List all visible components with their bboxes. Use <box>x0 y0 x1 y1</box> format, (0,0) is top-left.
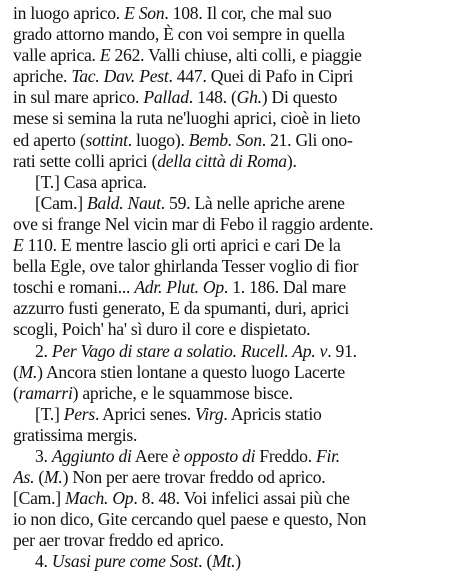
text-segment: bella Egle, ove talor ghirlanda Tesser voglio di fior <box>13 256 359 277</box>
text-segment: [T.] Casa aprica. <box>35 171 147 192</box>
text-segment: scogli, Poich' ha' sì duro il core e dispietato. <box>13 319 311 340</box>
text-segment: 262. Valli chiuse, alti colli, e piaggie <box>110 45 362 66</box>
text-segment: [Cam.] <box>35 192 87 213</box>
text-segment: ) Non per aere trovar freddo od aprico. <box>62 467 326 488</box>
text-segment: per aer trovar freddo ed aprico. <box>13 530 224 551</box>
italic-text: As. <box>13 467 35 488</box>
text-line <box>13 24 465 45</box>
text-segment: . 1. 186. Dal mare <box>223 277 346 298</box>
text-segment: . 21. Gli ono- <box>261 129 353 150</box>
text-line <box>13 341 465 362</box>
italic-text: ramarri <box>18 382 73 403</box>
text-line <box>13 108 465 129</box>
text-segment: ). <box>286 150 297 171</box>
text-segment: . 91. <box>327 340 357 361</box>
text-line <box>13 172 465 193</box>
italic-text: Gh. <box>236 87 262 108</box>
text-segment: rati sette colli aprici ( <box>13 150 158 171</box>
italic-text: Pers <box>63 403 95 424</box>
text-segment: . Aprici senes. <box>94 403 196 424</box>
text-line <box>13 45 465 66</box>
italic-text: Usasi pure come Sost <box>51 551 199 572</box>
italic-text: E <box>99 45 111 66</box>
text-segment: Aere <box>131 445 173 466</box>
text-segment: . 108. Il cor, che mal suo <box>164 3 332 23</box>
text-segment: ) Ancora stien lontane a questo luogo Lacerte <box>37 361 345 382</box>
text-segment: apriche. <box>13 66 72 87</box>
text-segment: valle aprica. <box>13 45 100 66</box>
text-line <box>13 87 465 108</box>
text-line <box>13 319 465 340</box>
italic-text: Adr. Plut. Op <box>134 277 224 298</box>
text-line <box>13 383 465 404</box>
text-segment: mese si semina la ruta ne'luoghi aprici, cioè in lieto <box>13 108 361 129</box>
italic-text: Aggiunto di <box>51 445 132 466</box>
italic-text: è opposto di <box>172 445 256 466</box>
text-segment: gratissima mergis. <box>13 424 138 445</box>
italic-text: Bemb. Son <box>188 129 262 150</box>
text-line <box>13 530 465 551</box>
text-segment: ( <box>34 467 45 488</box>
text-line <box>13 3 465 24</box>
italic-text: M. <box>44 467 63 488</box>
italic-text: M. <box>18 361 38 382</box>
italic-text: Mach. Op <box>65 488 134 509</box>
text-segment: in luogo aprico. <box>13 3 125 23</box>
italic-text: E Son <box>124 3 165 23</box>
italic-text: Pallad <box>143 87 189 108</box>
text-segment: ed aperto ( <box>13 129 86 150</box>
text-line <box>13 214 465 235</box>
italic-text: Per Vago di stare a solatio. Rucell. Ap. v <box>51 340 328 361</box>
text-line <box>13 193 465 214</box>
italic-text: Mt. <box>212 551 236 572</box>
text-segment: Freddo. <box>255 445 317 466</box>
text-segment: ove si frange Nel vicin mar di Febo il raggio ardente. <box>13 213 374 234</box>
text-line <box>13 256 465 277</box>
text-segment: [Cam.] <box>13 488 65 509</box>
text-segment: . luogo). <box>127 129 189 150</box>
text-line <box>13 404 465 425</box>
italic-text: Tac. Dav. Pest <box>71 66 169 87</box>
text-segment: io non dico, Gite cercando quel paese e questo, Non <box>13 509 367 530</box>
text-line <box>13 66 465 87</box>
text-segment: 2. <box>35 340 52 361</box>
text-segment: 3. <box>35 445 52 466</box>
text-line <box>13 151 465 172</box>
text-segment: . 8. 48. Voi infelici assai più che <box>133 488 350 509</box>
text-line <box>13 298 465 319</box>
text-segment: ) apriche, e le squammose bisce. <box>72 382 293 403</box>
italic-text: Fir. <box>316 445 340 466</box>
text-line <box>13 362 465 383</box>
text-line <box>13 551 465 572</box>
text-segment: . Apricis statio <box>223 403 322 424</box>
text-line <box>13 130 465 151</box>
text-segment: ) Di questo <box>261 87 338 108</box>
text-segment: toschi e romani... <box>13 277 135 298</box>
text-segment: [T.] <box>35 403 64 424</box>
italic-text: della città di Roma <box>157 150 287 171</box>
text-line <box>13 467 465 488</box>
text-line <box>13 425 465 446</box>
text-line <box>13 277 465 298</box>
italic-text: E <box>13 235 24 256</box>
text-segment: ( <box>13 361 19 382</box>
text-segment: . 447. Quei di Pafo in Cipri <box>168 66 354 87</box>
text-segment: 4. <box>35 551 52 572</box>
text-segment: in sul mare aprico. <box>13 87 144 108</box>
text-segment: ) <box>235 551 241 572</box>
text-line <box>13 446 465 467</box>
text-line <box>13 235 465 256</box>
text-segment: . 59. Là nelle apriche arene <box>160 192 345 213</box>
text-line <box>13 488 465 509</box>
text-segment: 110. E mentre lascio gli orti aprici e cari De la <box>23 235 341 256</box>
text-segment: ( <box>13 382 19 403</box>
text-segment: . ( <box>198 551 213 572</box>
entry-text <box>13 3 465 573</box>
text-segment: . 148. ( <box>188 87 237 108</box>
italic-text: Bald. Naut <box>87 192 161 213</box>
text-line <box>13 509 465 530</box>
italic-text: Virg <box>195 403 224 424</box>
text-segment: grado attorno mando, È con voi sempre in quella <box>13 24 345 45</box>
text-segment: azzurro fusti generato, E da spumanti, duri, aprici <box>13 298 350 319</box>
italic-text: sottint <box>85 129 128 150</box>
